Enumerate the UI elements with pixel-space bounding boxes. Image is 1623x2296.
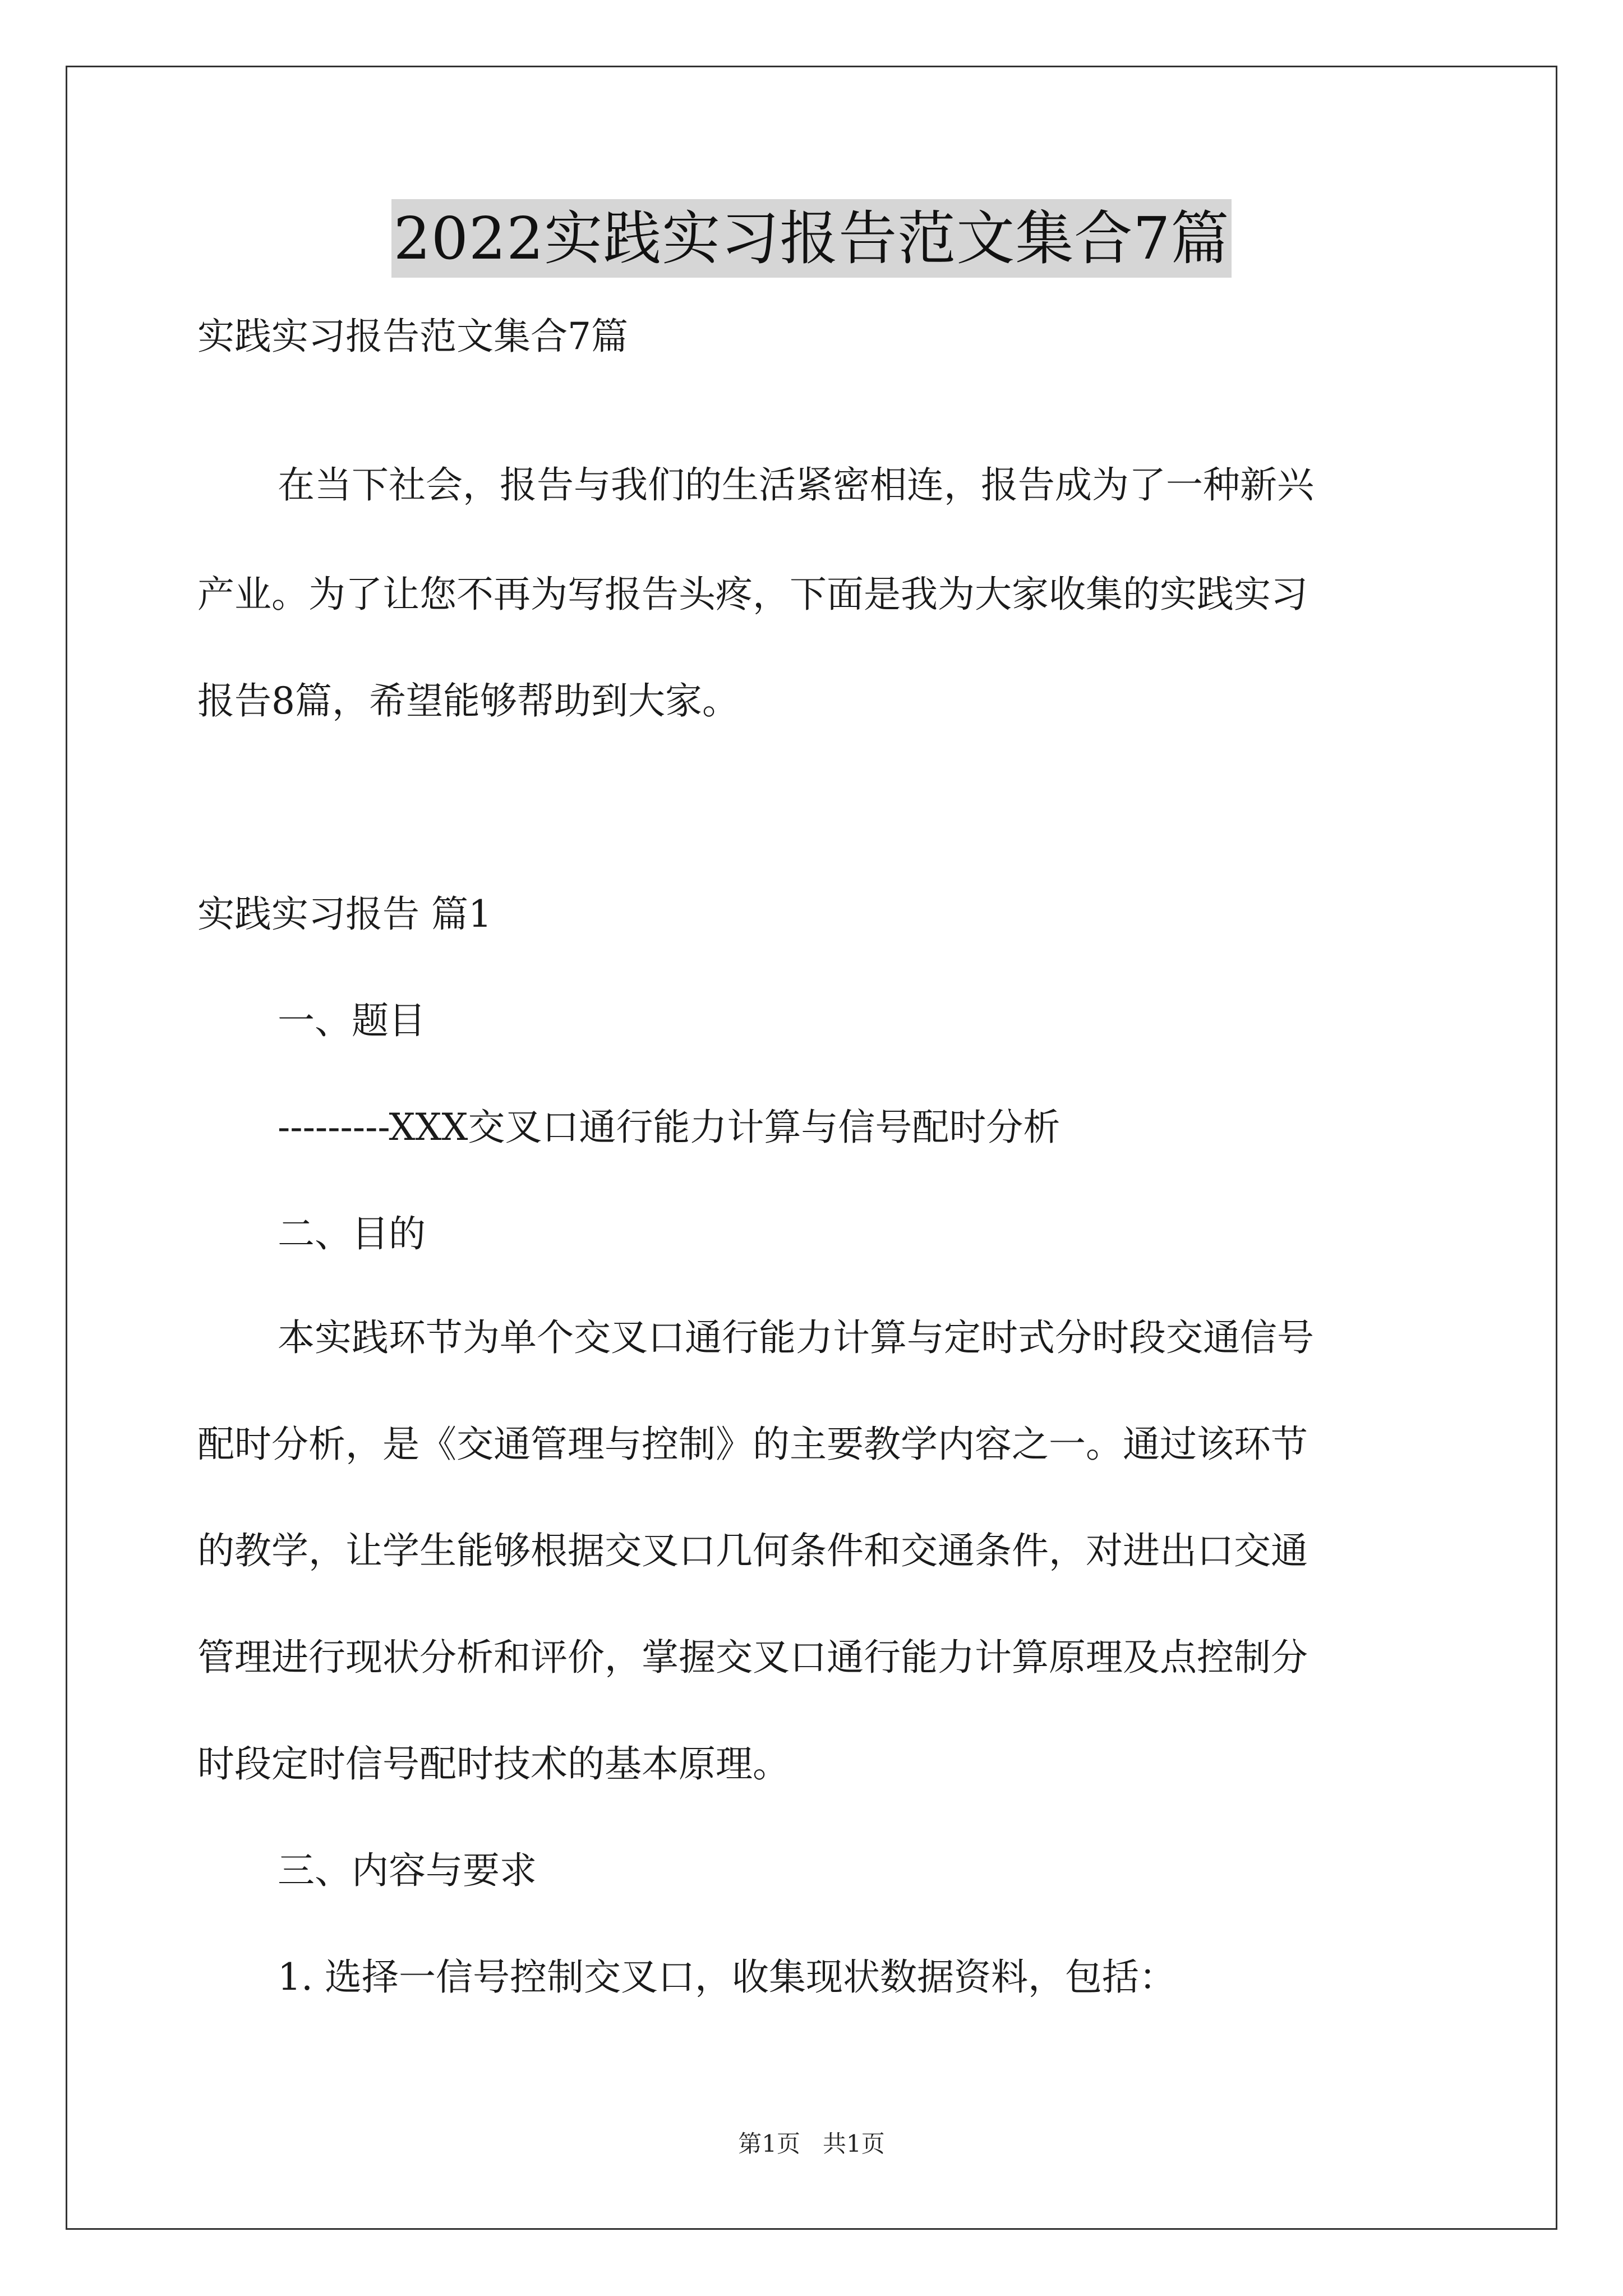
- page-number: 第1页: [738, 2130, 800, 2157]
- page-footer: [0, 2127, 1623, 2161]
- document-subtitle: 实践实习报告范文集合7篇: [197, 315, 628, 358]
- item-2-line-4: 管理进行现状分析和评价，掌握交叉口通行能力计算原理及点控制分: [197, 1636, 1308, 1679]
- intro-line-2: 产业。为了让您不再为写报告头疼，下面是我为大家收集的实践实习: [197, 573, 1308, 616]
- page-total: 共1页: [823, 2130, 885, 2157]
- item-3-heading: 三、内容与要求: [278, 1849, 537, 1892]
- item-1-heading: 一、题目: [278, 999, 426, 1042]
- document-title: 2022实践实习报告范文集合7篇: [391, 199, 1232, 278]
- item-3-point-1: 1. 选择一信号控制交叉口，收集现状数据资料，包括：: [278, 1955, 1176, 1999]
- item-1-text: ---------XXX交叉口通行能力计算与信号配时分析: [278, 1106, 1061, 1149]
- item-2-heading: 二、目的: [278, 1212, 426, 1255]
- intro-line-1: 在当下社会，报告与我们的生活紧密相连，报告成为了一种新兴: [278, 463, 1314, 507]
- item-2-line-1: 本实践环节为单个交叉口通行能力计算与定时式分时段交通信号: [278, 1316, 1314, 1359]
- item-2-line-3: 的教学，让学生能够根据交叉口几何条件和交通条件，对进出口交通: [197, 1529, 1308, 1572]
- item-2-line-5: 时段定时信号配时技术的基本原理。: [197, 1742, 790, 1786]
- title-container: [0, 199, 1623, 278]
- intro-line-3: 报告8篇，希望能够帮助到大家。: [197, 679, 739, 723]
- item-2-line-2: 配时分析，是《交通管理与控制》的主要教学内容之一。通过该环节: [197, 1423, 1308, 1466]
- section-heading: 实践实习报告 篇1: [197, 892, 492, 936]
